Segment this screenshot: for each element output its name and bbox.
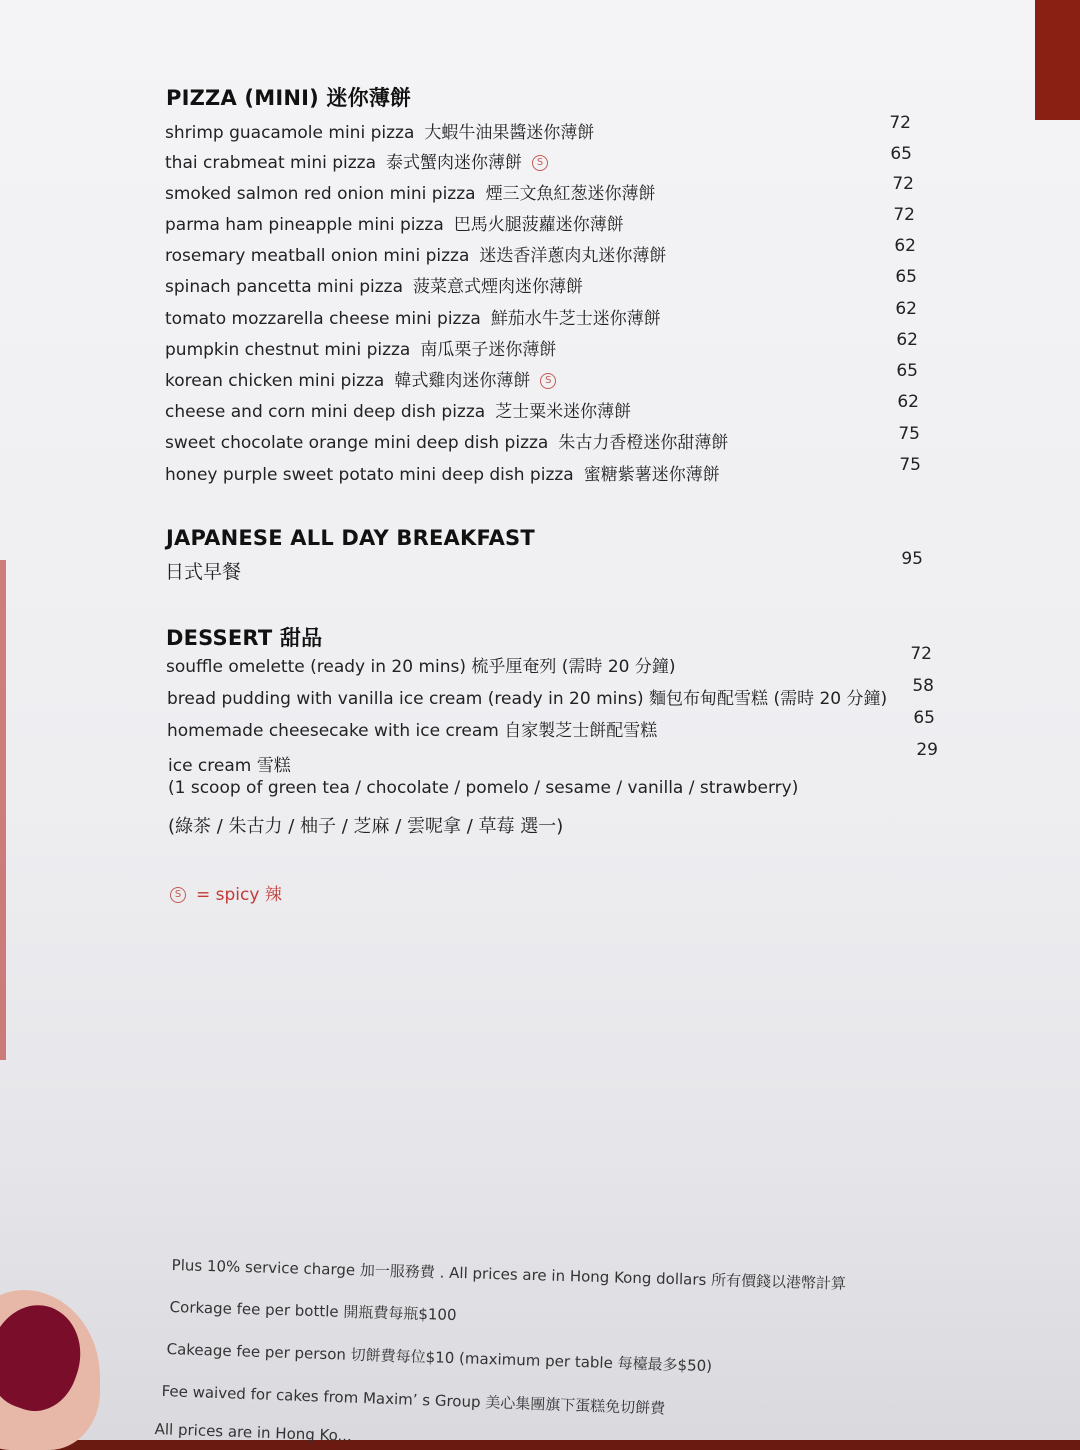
pizza-item-price: 62 [894, 236, 916, 256]
dessert-price-ice-cream: 29 [916, 740, 938, 760]
pizza-item-name-en: honey purple sweet potato mini deep dish pizza [165, 465, 574, 485]
ice-cream-flavours-en: (1 scoop of green tea / chocolate / pomelo / sesame / vanilla / strawberry) [168, 778, 799, 798]
pizza-item-price: 62 [897, 392, 919, 412]
dessert-item-label: homemade cheesecake with ice cream 自家製芝士餅配雪糕 [167, 721, 658, 741]
pizza-item-price: 62 [895, 299, 917, 319]
pizza-item [165, 241, 940, 271]
dessert-item-label: bread pudding with vanilla ice cream (ready in 20 mins) 麵包布甸配雪糕 (需時 20 分鐘) [167, 689, 888, 709]
pizza-item-name-en: rosemary meatball onion mini pizza [165, 246, 470, 266]
pizza-item-name-en: smoked salmon red onion mini pizza [165, 184, 476, 204]
pizza-item [165, 428, 940, 458]
pizza-item-name-zh: 煙三文魚紅葱迷你薄餅 [485, 184, 656, 204]
spicy-icon: S [170, 887, 186, 903]
pizza-item-name-en: tomato mozzarella cheese mini pizza [165, 309, 481, 329]
spicy-legend-text: = spicy 辣 [196, 885, 282, 905]
pizza-item-price: 65 [896, 361, 918, 381]
pizza-item-name-zh: 鮮茄水牛芝士迷你薄餅 [490, 309, 661, 329]
pizza-item-price: 75 [898, 424, 920, 444]
breakfast-section-title: JAPANESE ALL DAY BREAKFAST [166, 526, 535, 550]
pizza-item [165, 335, 940, 365]
breakfast-chinese-title [165, 557, 940, 587]
pizza-item-name-en: spinach pancetta mini pizza [165, 277, 403, 297]
footer-service-charge: Plus 10% service charge 加一服務費 . All prices are in Hong Kong dollars 所有價錢以港幣計算 [171, 1255, 847, 1293]
spicy-icon: S [532, 155, 548, 171]
pizza-item-price: 75 [899, 455, 921, 475]
tablecloth-reflection [0, 560, 6, 1060]
pizza-item-name-zh: 芝士粟米迷你薄餅 [495, 402, 632, 422]
pizza-item-price: 65 [890, 144, 912, 164]
footer-prices-note: All prices are in Hong Ko... [154, 1420, 353, 1445]
pizza-item [165, 366, 940, 396]
spicy-icon: S [540, 373, 556, 389]
pizza-item [165, 460, 940, 490]
pizza-item-price: 65 [895, 267, 917, 287]
dessert-section-title: DESSERT 甜品 [166, 626, 323, 650]
pizza-item-name-zh: 巴馬火腿菠蘿迷你薄餅 [453, 215, 624, 235]
pizza-item-price: 72 [889, 113, 911, 133]
pizza-item-name-zh: 南瓜栗子迷你薄餅 [420, 340, 557, 360]
dessert-price-cheesecake: 65 [913, 708, 935, 728]
pizza-item-name-zh: 大蝦牛油果醬迷你薄餅 [424, 123, 595, 143]
pizza-item-name-en: parma ham pineapple mini pizza [165, 215, 444, 235]
pizza-item [165, 397, 940, 427]
pizza-item-name-zh: 朱古力香橙迷你甜薄餅 [558, 433, 729, 453]
pizza-item-name-en: cheese and corn mini deep dish pizza [165, 402, 486, 422]
pizza-item-name-zh: 韓式雞肉迷你薄餅 [394, 371, 531, 391]
pizza-item [165, 148, 940, 178]
pizza-item [165, 118, 940, 148]
pizza-item-name-zh: 迷迭香洋蔥肉丸迷你薄餅 [479, 246, 667, 266]
pizza-item [165, 210, 940, 240]
pizza-item-name-en: pumpkin chestnut mini pizza [165, 340, 411, 360]
pizza-item-name-zh: 菠菜意式煙肉迷你薄餅 [413, 277, 583, 297]
pizza-item-name-en: shrimp guacamole mini pizza [165, 123, 415, 143]
breakfast-zh: 日式早餐 [165, 561, 242, 583]
dessert-item-label: ice cream 雪糕 [168, 756, 291, 776]
pizza-item-name-zh: 泰式蟹肉迷你薄餅 [386, 153, 522, 173]
footer-fee-waived: Fee waived for cakes from Maxim’ s Group 美心集團旗下蛋糕免切餅費 [161, 1381, 666, 1418]
pizza-item [165, 272, 940, 302]
dessert-item-label: souffle omelette (ready in 20 mins) 梳乎厘奄列 (需時 20 分鐘) [166, 657, 676, 677]
dessert-item-souffle [166, 652, 940, 682]
ice-cream-flavours-zh: (綠茶 / 朱古力 / 柚子 / 芝麻 / 雲呢拿 / 草莓 選一) [168, 816, 564, 837]
pizza-item-price: 72 [893, 205, 915, 225]
footer-corkage: Corkage fee per bottle 開瓶費每瓶$100 [169, 1297, 457, 1325]
dessert-item-ice-cream [168, 751, 940, 781]
spicy-legend [170, 880, 282, 905]
dessert-item-bread-pudding [167, 684, 940, 714]
pizza-section-title: PIZZA (MINI) 迷你薄餅 [166, 86, 412, 110]
pizza-item-name-en: sweet chocolate orange mini deep dish pizza [165, 433, 549, 453]
pizza-item-name-en: thai crabmeat mini pizza [165, 153, 376, 173]
tablecloth-edge [1035, 0, 1080, 120]
pizza-item-name-en: korean chicken mini pizza [165, 371, 385, 391]
pizza-item-name-zh: 蜜糖紫薯迷你薄餅 [583, 465, 720, 485]
footer-cakeage: Cakeage fee per person 切餅費每位$10 (maximum per table 每檯最多$50) [166, 1339, 713, 1376]
dessert-item-cheesecake [167, 716, 940, 746]
dessert-price-souffle: 72 [910, 644, 932, 664]
pizza-item [165, 179, 940, 209]
dessert-price-bread-pudding: 58 [912, 676, 934, 696]
pizza-item-price: 72 [892, 174, 914, 194]
breakfast-price: 95 [901, 549, 923, 569]
pizza-item-price: 62 [896, 330, 918, 350]
pizza-item [165, 304, 940, 334]
